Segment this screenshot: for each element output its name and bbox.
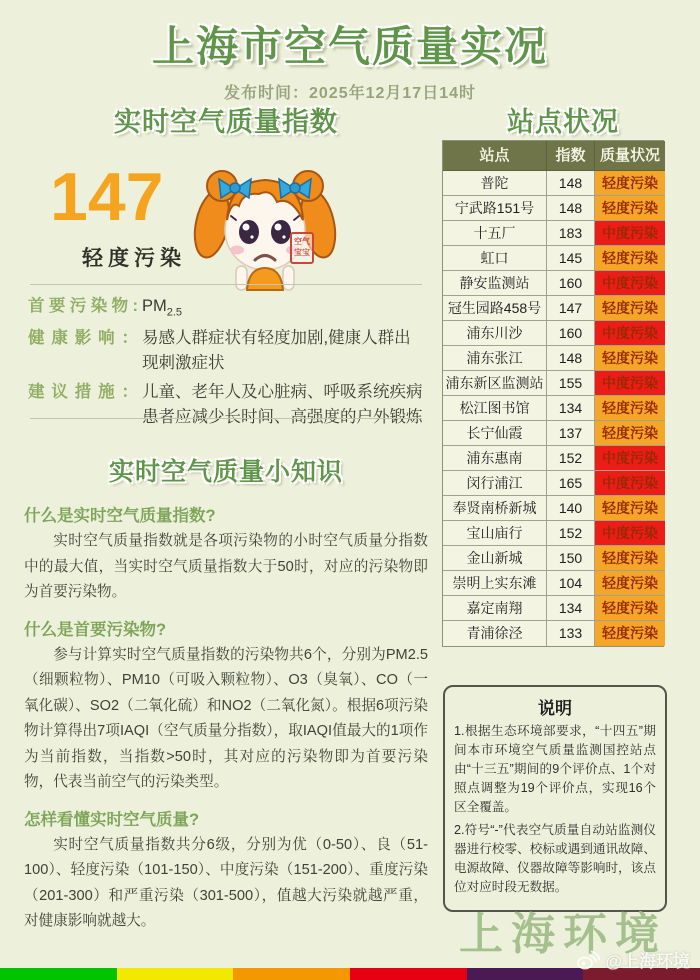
station-name-cell: 浦东张江 <box>443 346 547 371</box>
station-index-cell: 150 <box>547 546 595 571</box>
qa-question: 怎样看懂实时空气质量? <box>24 810 200 829</box>
station-index-cell: 165 <box>547 471 595 496</box>
station-row <box>443 446 663 471</box>
station-status-cell: 轻度污染 <box>595 621 665 646</box>
station-status-cell: 轻度污染 <box>595 496 665 521</box>
qa-question: 什么是首要污染物? <box>24 620 167 639</box>
health-impact-row <box>28 326 424 376</box>
mascot-seal-stamp <box>290 232 314 264</box>
station-status-cell: 中度污染 <box>595 446 665 471</box>
station-name-cell: 静安监测站 <box>443 271 547 296</box>
station-status-cell: 轻度污染 <box>595 296 665 321</box>
divider <box>30 418 422 419</box>
station-index-cell: 152 <box>547 446 595 471</box>
station-index-cell: 145 <box>547 246 595 271</box>
station-row <box>443 371 663 396</box>
station-name-cell: 松江图书馆 <box>443 396 547 421</box>
station-row <box>443 271 663 296</box>
station-status-cell: 中度污染 <box>595 321 665 346</box>
advice-value: 儿童、老年人及心脏病、呼吸系统疾病患者应减少长时间、高强度的户外锻炼 <box>142 383 423 427</box>
station-status-cell: 轻度污染 <box>595 196 665 221</box>
station-table-header <box>443 141 663 171</box>
station-name-cell: 十五厂 <box>443 221 547 246</box>
advice-label: 建议措施： <box>28 383 138 402</box>
station-status-cell: 轻度污染 <box>595 396 665 421</box>
weibo-watermark <box>576 947 690 972</box>
seal-text-line: 宝宝 <box>294 248 310 257</box>
weibo-icon <box>576 950 600 970</box>
station-name-cell: 冠生园路458号 <box>443 296 547 321</box>
station-index-cell: 134 <box>547 396 595 421</box>
station-name-cell: 长宁仙霞 <box>443 421 547 446</box>
station-status-cell: 中度污染 <box>595 371 665 396</box>
station-row <box>443 346 663 371</box>
station-row <box>443 196 663 221</box>
knowledge-section-title: 实时空气质量小知识 <box>108 458 343 486</box>
qa-answer: 参与计算实时空气质量指数的污染物共6个，分别为PM2.5（细颗粒物）、PM10（可吸入颗粒物）、O3（臭氧）、CO（一氧化碳）、SO2（二氧化硫）和NO2（二氧化氮）。根据6项污染物计算得出7项IAQI（空气质量分指数），取IAQI值最大的1项作为当前指数，当指数>50时，其对应的污染物即为首要污染物，代表当前空气的污染类型。 <box>24 646 428 791</box>
station-name-cell: 奉贤南桥新城 <box>443 496 547 521</box>
station-index-cell: 152 <box>547 521 595 546</box>
station-name-cell: 浦东惠南 <box>443 446 547 471</box>
station-row <box>443 396 663 421</box>
station-index-cell: 148 <box>547 171 595 196</box>
station-name-cell: 宝山庙行 <box>443 521 547 546</box>
mascot-girl-illustration <box>190 154 340 294</box>
aqi-scale-segment <box>0 968 117 980</box>
station-status-cell: 轻度污染 <box>595 246 665 271</box>
stations-section-title: 站点状况 <box>507 107 619 137</box>
station-row <box>443 546 663 571</box>
stations-section <box>437 100 689 960</box>
header-station: 站点 <box>443 141 547 171</box>
aqi-scale-segment <box>117 968 234 980</box>
station-name-cell: 金山新城 <box>443 546 547 571</box>
station-row <box>443 521 663 546</box>
watermark-text: @上海环境 <box>605 952 690 971</box>
station-index-cell: 148 <box>547 346 595 371</box>
station-row <box>443 321 663 346</box>
station-table <box>442 140 664 647</box>
publish-time: 发布时间：2025年12月17日14时 <box>224 85 476 102</box>
station-index-cell: 147 <box>547 296 595 321</box>
page-title: 上海市空气质量实况 <box>151 23 548 70</box>
station-row <box>443 471 663 496</box>
header-status: 质量状况 <box>595 141 665 171</box>
station-row <box>443 246 663 271</box>
aqi-scale-segment <box>233 968 350 980</box>
station-status-cell: 轻度污染 <box>595 421 665 446</box>
pollutant-details <box>28 294 424 435</box>
station-row <box>443 596 663 621</box>
station-table-body <box>443 171 663 646</box>
station-row <box>443 171 663 196</box>
header-index: 指数 <box>547 141 595 171</box>
primary-pollutant-value: $PM_{2.5}$ <box>142 297 183 319</box>
aqi-display <box>24 136 428 286</box>
station-row <box>443 221 663 246</box>
station-row <box>443 296 663 321</box>
station-index-cell: 137 <box>547 421 595 446</box>
station-index-cell: 155 <box>547 371 595 396</box>
station-status-cell: 中度污染 <box>595 271 665 296</box>
station-row <box>443 571 663 596</box>
station-row <box>443 496 663 521</box>
divider <box>30 284 422 285</box>
station-name-cell: 崇明上实东滩 <box>443 571 547 596</box>
station-index-cell: 140 <box>547 496 595 521</box>
station-status-cell: 轻度污染 <box>595 346 665 371</box>
station-status-cell: 中度污染 <box>595 521 665 546</box>
station-status-cell: 轻度污染 <box>595 596 665 621</box>
qa-answer: 实时空气质量指数共分6级，分别为优（0-50）、良（51-100）、轻度污染（101-150）、中度污染（151-200）、重度污染（201-300）和严重污染（301-500），值越大污染就越严重，对健康影响就越大。 <box>24 836 428 930</box>
primary-pollutant-label: 首要污染物: <box>28 297 138 315</box>
station-name-cell: 浦东新区监测站 <box>443 371 547 396</box>
aqi-level-label: 轻度污染 <box>82 247 186 270</box>
realtime-aqi-section <box>24 100 428 960</box>
station-index-cell: 160 <box>547 321 595 346</box>
health-impact-value: 易感人群症状有轻度加剧,健康人群出现刺激症状 <box>142 328 411 372</box>
station-index-cell: 133 <box>547 621 595 646</box>
primary-pollutant-row <box>28 294 424 321</box>
knowledge-qa-list <box>24 492 428 935</box>
station-index-cell: 148 <box>547 196 595 221</box>
station-name-cell: 虹口 <box>443 246 547 271</box>
note-item: 2.符号“-”代表空气质量自动站监测仪器进行校零、校标或遇到通讯故障、电源故障、仪器故障等影响时，该点位对应时段无数据。 <box>454 823 656 895</box>
aqi-scale-segment <box>350 968 467 980</box>
station-status-cell: 轻度污染 <box>595 171 665 196</box>
station-name-cell: 浦东川沙 <box>443 321 547 346</box>
health-impact-label: 健康影响： <box>28 328 138 347</box>
station-name-cell: 普陀 <box>443 171 547 196</box>
station-name-cell: 闵行浦江 <box>443 471 547 496</box>
aqi-section-title: 实时空气质量指数 <box>114 107 338 137</box>
note-item: 1.根据生态环境部要求，“十四五”期间本市环境空气质量监测国控站点由“十三五”期间的9个评价点、1个对照点调整为19个评价点，实现16个区全覆盖。 <box>454 724 656 814</box>
station-row <box>443 421 663 446</box>
header <box>0 14 700 103</box>
aqi-scale-segment <box>467 968 584 980</box>
notes-box <box>443 685 667 912</box>
station-index-cell: 183 <box>547 221 595 246</box>
qa-question: 什么是实时空气质量指数? <box>24 507 216 525</box>
brand-logo-text: 上海环境 <box>459 910 667 959</box>
station-index-cell: 104 <box>547 571 595 596</box>
station-status-cell: 轻度污染 <box>595 571 665 596</box>
station-name-cell: 嘉定南翔 <box>443 596 547 621</box>
seal-text-line: 空气 <box>294 237 310 247</box>
station-index-cell: 134 <box>547 596 595 621</box>
station-name-cell: 宁武路151号 <box>443 196 547 221</box>
notes-title: 说明 <box>538 699 572 718</box>
station-row <box>443 621 663 646</box>
station-index-cell: 160 <box>547 271 595 296</box>
advice-row <box>28 380 424 430</box>
station-name-cell: 青浦徐泾 <box>443 621 547 646</box>
station-status-cell: 中度污染 <box>595 471 665 496</box>
aqi-value: 147 <box>50 159 164 235</box>
qa-answer: 实时空气质量指数就是各项污染物的小时空气质量分指数中的最大值，当实时空气质量指数大于50时，对应的污染物即为首要污染物。 <box>24 533 428 601</box>
station-status-cell: 中度污染 <box>595 221 665 246</box>
station-status-cell: 轻度污染 <box>595 546 665 571</box>
